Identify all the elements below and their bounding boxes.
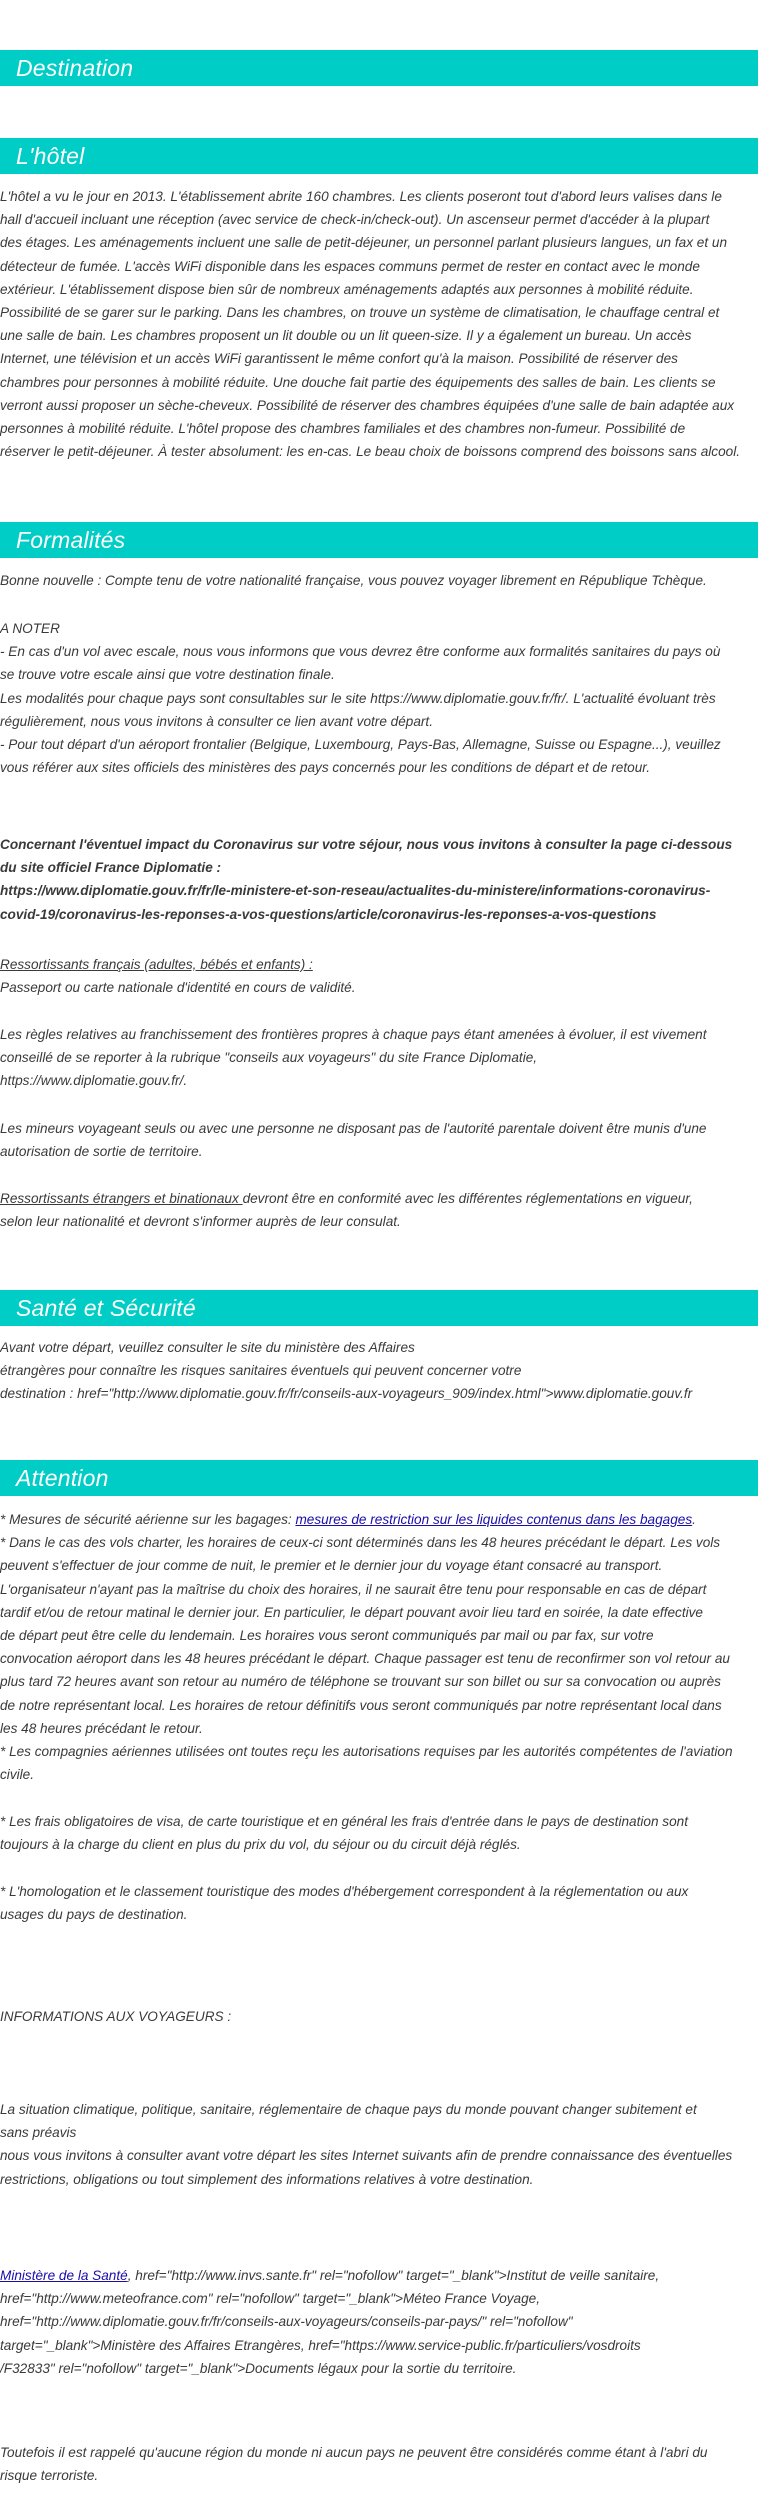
ministry-health-link[interactable]: Ministère de la Santé bbox=[0, 2268, 128, 2283]
french-nationals-block bbox=[0, 953, 758, 999]
terrorism-risk-text: Toutefois il est rappelé qu'aucune région du monde ni aucun pays ne peuvent être considérés comme étant à l'abri du risque terroriste. bbox=[0, 2445, 708, 2484]
borders-rules-text: Les règles relatives au franchissement des frontières propres à chaque pays étant amenées à évoluer, il est vivement conseillé de se reporter à la rubrique "conseils aux voyageurs" du site France Diplomatie, https://www.diplomatie.gouv.fr/. bbox=[0, 1027, 707, 1089]
mandatory-fees-text: * Les frais obligatoires de visa, de carte touristique et en général les frais d'entrée dans le pays de destination sont toujours à la charge du client en plus du prix du vol, du séjour ou du circuit déjà réglés. bbox=[0, 1814, 688, 1853]
liquids-restriction-link[interactable]: mesures de restriction sur les liquides contenus dans les bagages bbox=[295, 1512, 693, 1527]
foreign-nationals-block: Ressortissants étrangers et binationaux devront être en conformité avec les différentes réglementations en vigueur, selon leur nationalité et devront s'informer auprès de leur consulat. bbox=[0, 1191, 693, 1230]
climate-situation-text: La situation climatique, politique, sanitaire, réglementaire de chaque pays du monde pouvant changer subitement et sans préavis nous vous invitons à consulter avant votre départ les sites Internet suivants afin de prendre connaissance des éventuelles restrictions, obligations ou tout simplement des informations relatives à votre destination. bbox=[0, 2102, 733, 2187]
hotel-description: L'hôtel a vu le jour en 2013. L'établissement abrite 160 chambres. Les clients poseront tout d'abord leurs valises dans le hall d'accueil incluant une réception (avec service de check-in/check-out). Un ascenseur permet d'accéder à la plupart des étages. Les aménagements incluent une salle de petit-déjeuner, un personnel parlant plusieurs langues, un fax et un détecteur de fumée. L'accès WiFi disponible dans les espaces communs permet de rester en contact avec le monde extérieur. L'établissement dispose bien sûr de nombreux aménagements adaptés aux personnes à mobilité réduite. Possibilité de se garer sur le parking. Dans les chambres, on trouve un système de climatisation, le chauffage central et une salle de bain. Les chambres proposent un lit double ou un lit queen-size. Il y a également un bureau. Un accès Internet, une télévision et un accès WiFi garantissent le même confort qu'à la maison. Possibilité de réserver des chambres pour personnes à mobilité réduite. Une douche fait partie des équipements des salles de bain. Les clients se verront aussi proposer un sèche-cheveux. Possibilité de réserver des chambres équipées d'une salle de bain adaptée aux personnes à mobilité réduite. L'hôtel propose des chambres familiales et des chambres non-fumeur. Possibilité de réserver le petit-déjeuner. À tester absolument: les en-cas. Le beau choix de boissons comprend des boissons sans alcool. bbox=[0, 189, 741, 460]
french-nationals-heading: Ressortissants français (adultes, bébés et enfants) : bbox=[0, 957, 313, 972]
hotel-banner: L'hôtel bbox=[0, 138, 758, 174]
sante-text: Avant votre départ, veuillez consulter le site du ministère des Affaires étrangères pour connaître les risques sanitaires éventuels qui peuvent concerner votre destination : href="http://www.diplomatie.gouv.fr/fr/conseils-aux-voyageurs_909/index.html">www.diplomatie.gouv.fr bbox=[0, 1340, 693, 1402]
homologation-text: * L'homologation et le classement touristique des modes d'hébergement correspondent à la réglementation ou aux usages du pays de destination. bbox=[0, 1884, 689, 1923]
minors-text: Les mineurs voyageant seuls ou avec une personne ne disposant pas de l'autorité parentale doivent être munis d'une autorisation de sortie de territoire. bbox=[0, 1121, 707, 1160]
formalites-banner: Formalités bbox=[0, 522, 758, 558]
destination-banner: Destination bbox=[0, 50, 758, 86]
a-noter-block: A NOTER - En cas d'un vol avec escale, nous vous informons que vous devrez être conforme aux formalités sanitaires du pays où se trouve votre escale ainsi que votre destination finale. Les modalités pour chaque pays sont consultables sur le site https://www.diplomatie.gouv.fr/fr/. L'actualité évoluant très régulièrement, nous vous invitons à consulter ce lien avant votre départ. - Pour tout départ d'un aéroport frontalier (Belgique, Luxembourg, Pays-Bas, Allemagne, Suisse ou Espagne...), veuillez vous référer aux sites officiels des ministères des pays concernés pour les conditions de départ et de retour. bbox=[0, 621, 721, 776]
french-nationals-text: Passeport ou carte nationale d'identité en cours de validité. bbox=[0, 980, 356, 996]
charter-flights-text: * Mesures de sécurité aérienne sur les bagages: mesures de restriction sur les liquides contenus dans les bagages. * Dans le cas des vols charter, les horaires de ceux-ci sont déterminés dans les 48 heures précédant le départ. Les vols peuvent s'effectuer de jour comme de nuit, le premier et le dernier jour du voyage étant consacré au transport. L'organisateur n'ayant pas la maîtrise du choix des horaires, il ne saurait être tenu pour responsable en cas de départ tardif et/ou de retour matinal le dernier jour. En particulier, le départ pouvant avoir lieu tard en soirée, la date effective de départ peut être celle du lendemain. Les horaires vous seront communiqués par mail ou par fax, sur votre convocation aéroport dans les 48 heures précédant le départ. Chaque passager est tenu de reconfirmer son vol retour au plus tard 72 heures avant son retour au numéro de téléphone se trouvant sur son billet ou sur sa convocation ou auprès de notre représentant local. Les horaires de retour définitifs vous seront communiqués par notre représentant local dans les 48 heures précédant le retour. * Les compagnies aériennes utilisées ont toutes reçu les autorisations requises par les autorités compétentes de l'aviation civile. bbox=[0, 1512, 733, 1783]
foreign-nationals-heading: Ressortissants étrangers et binationaux bbox=[0, 1191, 243, 1206]
attention-banner: Attention bbox=[0, 1460, 758, 1496]
coronavirus-notice: Concernant l'éventuel impact du Coronavirus sur votre séjour, nous vous invitons à consulter la page ci-dessous du site officiel France Diplomatie : https://www.diplomatie.gouv.fr/fr/le-ministere-et-son-reseau/actualites-du-ministere/informations-coronavirus- covid-19/coronavirus-les-reponses-a-vos-questions/article/coronavirus-les-reponses-a-vos-questions bbox=[0, 837, 733, 922]
useful-links-text: Ministère de la Santé, href="http://www.invs.sante.fr" rel="nofollow" target="_blank">Institut de veille sanitaire, href="http://www.meteofrance.com" rel="nofollow" target="_blank">Méteo France Voyage, href="http://www.diplomatie.gouv.fr/fr/conseils-aux-voyageurs/conseils-par-pays/" rel="nofollow" target="_blank">Ministère des Affaires Etrangères, href="https://www.service-public.fr/particuliers/vosdroits /F32833" rel="nofollow" target="_blank">Documents légaux pour la sortie du territoire. bbox=[0, 2268, 660, 2376]
info-heading: INFORMATIONS AUX VOYAGEURS : bbox=[0, 2009, 232, 2024]
good-news-text: Bonne nouvelle : Compte tenu de votre nationalité française, vous pouvez voyager librement en République Tchèque. bbox=[0, 573, 707, 588]
sante-banner: Santé et Sécurité bbox=[0, 1290, 758, 1326]
